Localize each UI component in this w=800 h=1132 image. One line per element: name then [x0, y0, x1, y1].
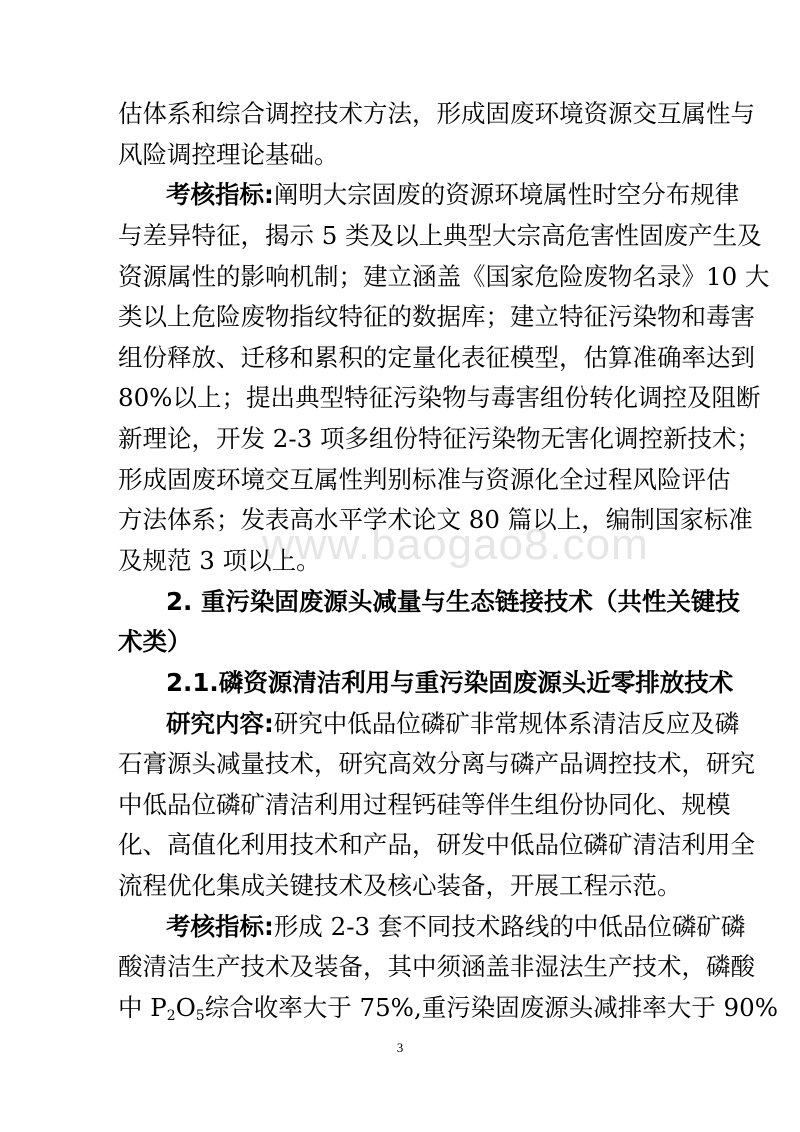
paragraph-line: 估体系和综合调控技术方法，形成固废环境资源交互属性与	[118, 99, 755, 128]
subscript: 5	[195, 1008, 205, 1024]
paragraph-line: 化、高值化利用技术和产品，研发中低品位磷矿清洁利用全	[118, 830, 755, 859]
formula-prefix: 中 P	[118, 993, 167, 1022]
assessment-label: 考核指标:	[166, 180, 274, 209]
paragraph-line: 方法体系；发表高水平学术论文 80 篇以上，编制国家标准	[118, 505, 753, 534]
paragraph-line: 80%以上；提出典型特征污染物与毒害组份转化调控及阻断	[118, 383, 761, 412]
paragraph-line: 及规范 3 项以上。	[118, 546, 321, 575]
paragraph-line: 资源属性的影响机制；建立涵盖《国家危险废物名录》10 大	[118, 262, 770, 291]
subscript: 2	[166, 1008, 176, 1024]
assessment-label-2: 考核指标:	[166, 912, 274, 941]
paragraph-line: 与差异特征，揭示 5 类及以上典型大宗高危害性固废产生及	[118, 221, 762, 250]
assessment-paragraph-line-2	[166, 912, 746, 941]
assessment-paragraph-line	[166, 180, 740, 209]
section-heading: 2. 重污染固废源头减量与生态链接技术（共性关键技	[166, 587, 740, 616]
assessment-text-2: 形成 2-3 套不同技术路线的中低品位磷矿磷	[273, 912, 746, 941]
research-content-line	[166, 709, 740, 738]
paragraph-line: 石膏源头减量技术，研究高效分离与磷产品调控技术，研究	[118, 749, 755, 778]
paragraph-line: 新理论，开发 2-3 项多组份特征污染物无害化调控新技术；	[118, 424, 762, 453]
section-heading-continued: 术类）	[118, 627, 192, 656]
assessment-text: 阐明大宗固废的资源环境属性时空分布规律	[273, 180, 740, 209]
paragraph-line: 形成固废环境交互属性判别标准与资源化全过程风险评估	[118, 465, 731, 494]
watermark: www.baogao8.com	[262, 520, 649, 569]
paragraph-line: 组份释放、迁移和累积的定量化表征模型，估算准确率达到	[118, 343, 755, 372]
formula-post: 综合收率大于 75%,重污染固废源头减排率大于 90%	[204, 993, 778, 1022]
research-content-text: 研究中低品位磷矿非常规体系清洁反应及磷	[273, 709, 740, 738]
paragraph-line: 酸清洁生产技术及装备，其中须涵盖非湿法生产技术，磷酸	[118, 952, 755, 981]
research-content-label: 研究内容:	[166, 709, 274, 738]
paragraph-line: 中低品位磷矿清洁利用过程钙硅等伴生组份协同化、规模	[118, 790, 731, 819]
formula-line	[118, 993, 778, 1024]
paragraph-line: 流程优化集成关键技术及核心装备，开展工程示范。	[118, 871, 682, 900]
subsection-heading: 2.1.磷资源清洁利用与重污染固废源头近零排放技术	[166, 668, 734, 697]
formula-mid: O	[175, 993, 196, 1022]
paragraph-line: 风险调控理论基础。	[118, 140, 339, 169]
page-number: 3	[396, 1040, 404, 1055]
paragraph-line: 类以上危险废物指纹特征的数据库；建立特征污染物和毒害	[118, 302, 755, 331]
